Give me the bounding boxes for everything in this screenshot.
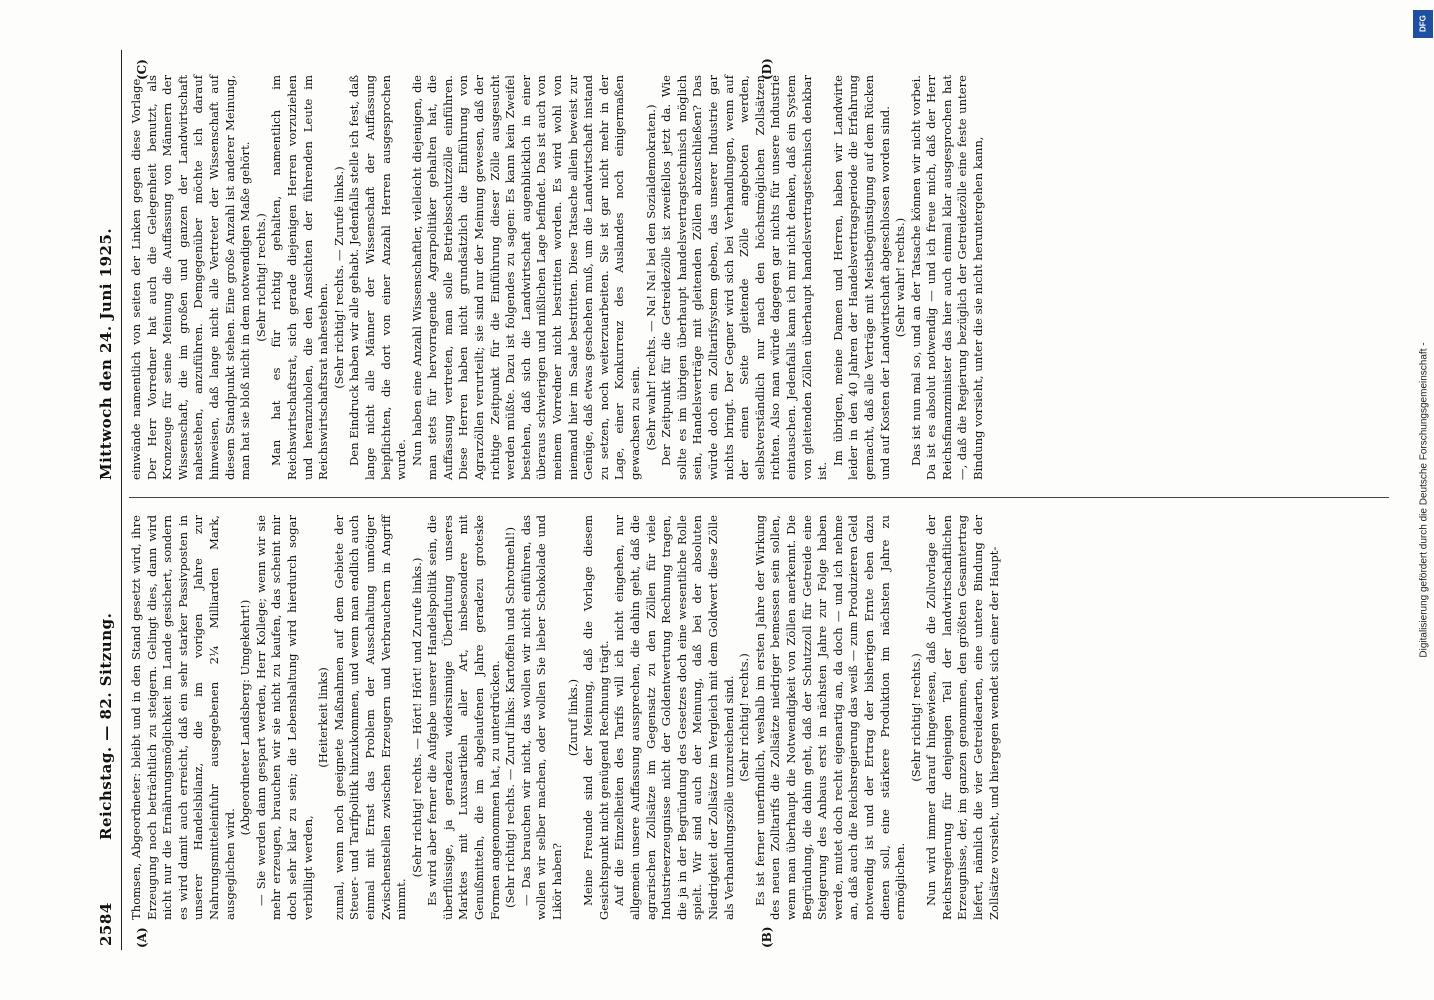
paragraph: Das ist nun mal so, und an der Tatsache können wir nicht vorbei. Da ist es absolut notwendig — und ich freue mich, daß der Herr Reichsfinanzminister das hier auch einmal klar ausgesprochen hat —, daß die Regierung bezüglich der Getreidezölle eine feste untere Bindung vorsieht, unter die sie nicht heruntergehen kann, — [908, 75, 986, 480]
interjection: (Sehr richtig! rechts. — Hört! Hört! und Zurufe links.) — [409, 557, 424, 878]
text-column-left — [129, 515, 1002, 920]
interjection: (Sehr richtig! rechts.) — [908, 653, 923, 782]
margin-marker-b: (B) — [760, 926, 774, 948]
paragraph: Nun haben eine Anzahl Wissenschaftler, vielleicht diejenigen, die man stets für hervorragende Agrarpolitiker gehalten hat, die Auffassung vertreten, man solle Betriebsschutzzölle einführen. Diese Herren haben nicht grundsätzlich die Einführung von Agrarzöllen verurteilt; sie sind nur der Meinung gewesen, daß der richtige Zeitpunkt für die Einführung dieser Zölle ausgesucht werden müßte. Dazu ist folgendes zu sagen: Es kann kein Zweifel bestehen, daß sich die Landwirtschaft augenblicklich in einer überaus schwierigen und mißlichen Lage befindet. Das ist auch von meinem Vorredner nicht bestritten worden. Es wird wohl von niemand hier im Saale bestritten. Diese Tatsache allein beweist zur Genüge, daß etwas geschehen muß, um die Landwirtschaft instand zu setzen, noch weiterzuarbeiten. Sie ist gar nicht mehr in der Lage, einer Konkurrenz des Auslandes noch einigermaßen gewachsen zu sein. — [409, 75, 642, 480]
page-header — [95, 50, 122, 950]
paragraph: Den Eindruck haben wir alle gehabt. Jedenfalls stelle ich fest, daß lange nicht alle Männer der Wissenschaft der Auffassung beipflichten, die dort von einer Anzahl Herren ausgesprochen wurde. — [347, 75, 409, 480]
paragraph: zumal, wenn noch geeignete Maßnahmen auf dem Gebiete der Steuer- und Tarifpolitik hinzukommen, und wenn man endlich auch einmal mit Ernst das Problem der Ausschaltung unnötiger Zwischenstellen zwischen Erzeugern und Verbrauchern in Angriff nimmt. — [331, 515, 409, 920]
dfg-logo: DFG — [1413, 10, 1433, 38]
interjection: (Zuruf links.) — [565, 678, 580, 757]
interjection: (Sehr richtig! rechts.) — [253, 213, 268, 342]
paragraph: Der Zeitpunkt für die Getreidezölle ist zweifellos jetzt da. Wie sollte es im übrigen überhaupt handelsvertragstechnisch möglich sein, Handelsverträge mit gleitenden Zöllen abzuschließen? Das würde doch ein Zolltarifsystem geben, das unserer Industrie gar nichts bringt. Der Gegner wird sich bei Verhandlungen, wenn auf der einen Seite gleitende Zölle angeboten werden, selbstverständlich nur nach den höchstmöglichen Zollsätzen richten. Also man würde dagegen gar nichts für unsere Industrie eintauschen. Jedenfalls kann ich mir nicht denken, daß ein System von gleitenden Zöllen überhaupt handelsvertragstechnisch denkbar ist. — [659, 75, 830, 480]
margin-marker-c: (C) — [135, 59, 149, 80]
paragraph: einwände namentlich von seiten der Linken gegen diese Vorlage. Der Herr Vorredner hat auch die Gelegenheit benutzt, als Kronzeuge für seine Meinung die Auffassung von Männern der Wissenschaft, die im großen und ganzen der Landwirtschaft nahestehen, anzuführen. Demgegenüber möchte ich darauf hinweisen, daß lange nicht alle Vertreter der Wissenschaft auf diesem Standpunkt stehen. Eine große Anzahl ist anderer Meinung, man hat sie bloß nicht in dem notwendigen Maße gehört. — [129, 75, 253, 480]
paragraph: Es wird aber ferner die Aufgabe unserer Handelspolitik sein, die überflüssige, ja geradezu widersinnige Überflutung unseres Marktes mit Luxusartikeln aller Art, insbesondere mit Genußmitteln, die im abgelaufenen Jahre geradezu groteske Formen angenommen hat, zu unterdrücken. — [425, 515, 502, 920]
paragraph: Nun wird immer darauf hingewiesen, daß die Zollvorlage der Reichsregierung für denjenigen Teil der landwirtschaftlichen Erzeugnisse, der, im ganzen genommen, den größten Gesamtertrag liefert, nämlich die vier Getreidearten, eine untere Bindung der Zollsätze vorsieht, und hiergegen wendet sich einer der Haupt- — [924, 515, 1001, 920]
paragraph: — Sie werden dann gespart werden, Herr Kollege; wenn wir sie mehr erzeugen, brauchen wir sie nicht zu kaufen, das scheint mir doch sehr klar zu sein; die Lebenshaltung wird hierdurch sogar verbilligt werden, — [253, 515, 315, 920]
paragraph: Man hat es für richtig gehalten, namentlich im Reichswirtschaftsrat, sich gerade diejenigen Herren vorzuziehen und heranzuholen, die den Ansichten der führenden Leute im Reichswirtschaftsrat nahestehen. — [269, 75, 331, 480]
header-session: Reichstag. — 82. Sitzung. — [97, 612, 115, 840]
paragraph: — Das brauchen wir nicht, das wollen wir nicht einführen, das wollen wir selber machen, oder wollen Sie lieber Schokolade und Likör haben? — [518, 515, 565, 920]
interjection: (Heiterkeit links) — [316, 667, 331, 768]
interjection: (Sehr richtig! rechts. — Zuruf links: Kartoffeln und Schrotmehl!) — [503, 527, 518, 908]
paragraph: Es ist ferner unerfindlich, weshalb im ersten Jahre der Wirkung des neuen Zolltarifs die Zollsätze niedriger bemessen sein sollen, wenn man überhaupt die Notwendigkeit von Zöllen anerkennt. Die Begründung, die dahin geht, daß der Schutzzoll für Getreide eine Steigerung des Anbaus erst in nächsten Jahre zur Folge haben werde, mutet doch recht eigenartig an, da doch — und ich nehme an, daß auch die Reichsregierung das weiß — zum Produzieren Geld notwendig ist und der Ertrag der bisherigen Ernte eben dazu dienen soll, eine stärkere Produktion im nächsten Jahre zu ermöglichen. — [752, 515, 908, 920]
paragraph: Meine Freunde sind der Meinung, daß die Vorlage diesem Gesichtspunkt nicht genügend Rechnung trägt. — [581, 515, 611, 920]
paragraph: Auf die Einzelheiten des Tarifs will ich nicht eingehen, nur allgemein unsere Auffassung aussprechen, die dahin geht, daß die agrarischen Zollsätze im Gegensatz zu den Zöllen für viele Industrieerzeugnisse nicht der Goldentwertung Rechnung tragen, die ja in der Begründung des Gesetzes doch eine wesentliche Rolle spielt. Wir sind auch der Meinung, daß bei der absoluten Niedrigkeit der Zollsätze im Vergleich mit dem Goldwert diese Zölle als Verhandlungszölle unzureichend sind. — [612, 515, 736, 920]
text-column-right — [129, 75, 987, 480]
paragraph: Im übrigen, meine Damen und Herren, haben wir Landwirte leider in den 40 Jahren der Handelsvertragsperiode die Erfahrung gemacht, daß alle Verträge mit Meistbegünstigung auf dem Rücken und auf Kosten der Landwirtschaft abgeschlossen worden sind. — [830, 75, 892, 480]
paragraph: Thomsen, Abgeordneter: bleibt und in den Stand gesetzt wird, ihre Erzeugung noch beträchtlich zu steigern. Gelingt dies, dann wird nicht nur die Ernährungsmöglichkeit im Lande gesichert, sondern es wird damit auch erreicht, daß ein sehr starker Passivposten in unserer Handelsbilanz, die im vorigen Jahre zur Nahrungsmitteleinfuhr ausgegebenen 2¼ Milliarden Mark, ausgeglichen wird. — [129, 515, 237, 920]
interjection: (Sehr wahr! rechts. — Na! Na! bei den Sozialdemokraten.) — [643, 104, 658, 451]
margin-marker-a: (A) — [135, 927, 149, 948]
interjection: (Sehr wahr! rechts.) — [893, 217, 908, 338]
margin-marker-d: (D) — [760, 58, 774, 80]
header-date: Mittwoch den 24. Juni 1925. — [97, 227, 115, 480]
interjection: (Sehr richtig! rechts.) — [737, 653, 752, 782]
column-divider — [129, 497, 1389, 498]
rotated-page-content — [95, 50, 1415, 950]
interjection: (Sehr richtig! rechts. — Zurufe links.) — [331, 166, 346, 389]
interjection: (Abgeordneter Landsberg: Umgekehrt!) — [238, 599, 253, 836]
digitization-credit: Digitalisierung gefördert durch die Deutsche Forschungsgemeinschaft - — [1418, 342, 1430, 658]
page-number: 2584 — [97, 902, 115, 946]
